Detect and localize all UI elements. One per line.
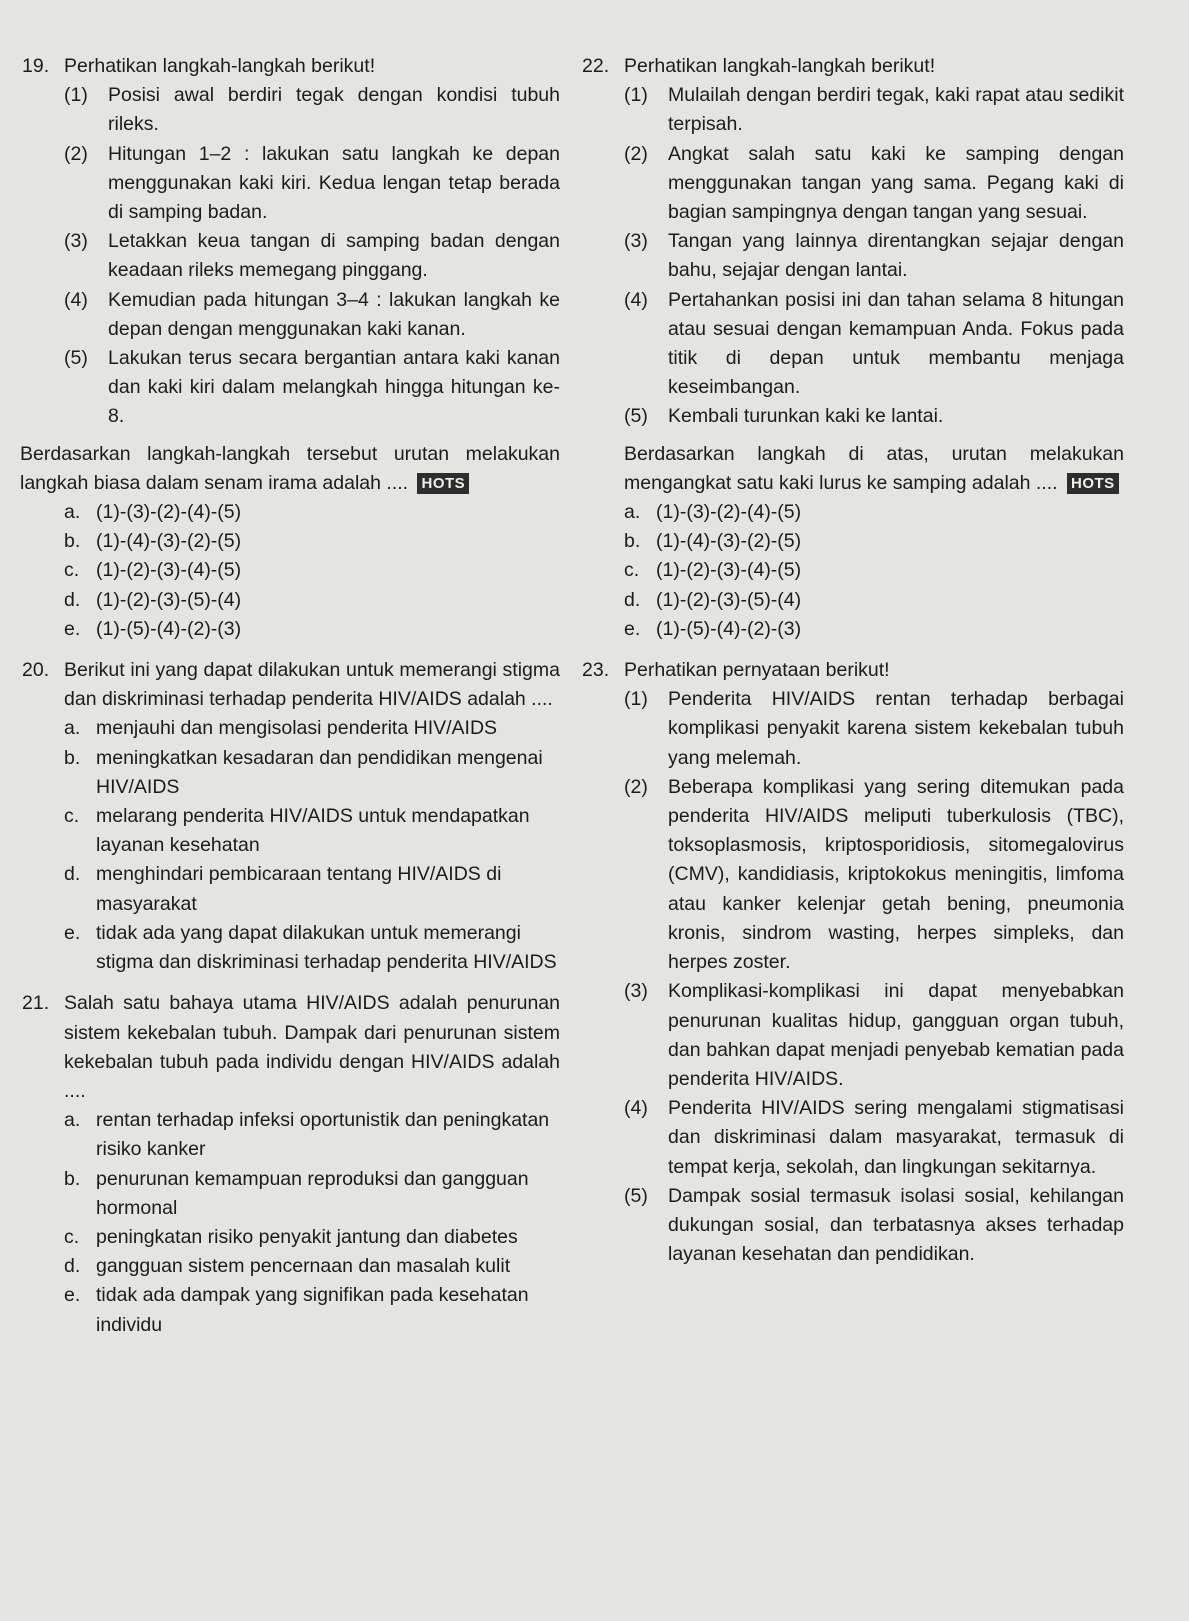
answer-option-c[interactable]: [624, 556, 1124, 585]
answer-option-d[interactable]: [64, 1252, 560, 1281]
option-letter: a.: [64, 1109, 81, 1132]
step-text: Tangan yang lainnya direntangkan sejajar dengan bahu, sejajar dengan lantai.: [668, 230, 1124, 282]
option-letter: e.: [64, 1284, 81, 1307]
answer-option-a[interactable]: [64, 714, 560, 743]
right-column: [582, 52, 1124, 1269]
answer-options: [64, 1106, 560, 1340]
option-letter: d.: [64, 863, 81, 886]
step-item: [64, 140, 560, 228]
question-20: [22, 656, 560, 977]
statement-text: Penderita HIV/AIDS rentan terhadap berbagai komplikasi penyakit karena sistem kekebalan tubuh yang melemah.: [668, 688, 1124, 769]
step-text: Posisi awal berdiri tegak dengan kondisi tubuh rileks.: [108, 84, 560, 136]
answer-option-a[interactable]: [624, 498, 1124, 527]
option-text: (1)-(2)-(3)-(5)-(4): [656, 588, 802, 611]
option-text: (1)-(5)-(4)-(2)-(3): [656, 617, 802, 640]
option-text: peningkatan risiko penyakit jantung dan diabetes: [96, 1225, 518, 1248]
question-number: 22.: [582, 55, 610, 77]
stem-text: Berdasarkan langkah di atas, urutan melakukan mengangkat satu kaki lurus ke samping adalah ....: [624, 442, 1124, 494]
statement-text: Komplikasi-komplikasi ini dapat menyebabkan penurunan kualitas hidup, gangguan organ tubuh, dan bahkan dapat menjadi penyebab kematian pada penderita HIV/AIDS.: [668, 980, 1124, 1090]
step-number: (4): [624, 288, 648, 311]
option-text: (1)-(4)-(3)-(2)-(5): [96, 530, 242, 553]
answer-option-a[interactable]: [64, 1106, 560, 1164]
option-letter: b.: [64, 1167, 81, 1190]
answer-option-d[interactable]: [64, 860, 560, 918]
question-stem: Salah satu bahaya utama HIV/AIDS adalah penurunan sistem kekebalan tubuh. Dampak dari penurunan sistem kekebalan tubuh pada individu dengan HIV/AIDS adalah ....: [64, 992, 560, 1102]
answer-option-e[interactable]: [64, 919, 560, 977]
step-number: (2): [64, 142, 88, 165]
answer-option-e[interactable]: [624, 615, 1124, 644]
answer-option-d[interactable]: [64, 586, 560, 615]
answer-option-b[interactable]: [64, 744, 560, 802]
statement-item: [624, 1182, 1124, 1270]
question-stem: Berikut ini yang dapat dilakukan untuk memerangi stigma dan diskriminasi terhadap penderita HIV/AIDS adalah ....: [64, 659, 560, 711]
option-letter: c.: [64, 805, 80, 828]
option-letter: e.: [64, 921, 81, 944]
answer-option-e[interactable]: [64, 1281, 560, 1339]
option-letter: a.: [64, 501, 81, 524]
step-number: (1): [64, 84, 88, 107]
step-item: [64, 286, 560, 344]
left-column: [22, 52, 560, 1340]
step-number: (1): [624, 84, 648, 107]
statement-number: (2): [624, 775, 648, 798]
option-text: (1)-(5)-(4)-(2)-(3): [96, 617, 242, 640]
question-19: [22, 52, 560, 644]
answer-option-c[interactable]: [64, 556, 560, 585]
step-text: Angkat salah satu kaki ke samping dengan menggunakan tangan yang sama. Pegang kaki di bagian sampingnya dengan tangan yang sesuai.: [668, 142, 1124, 224]
option-text: gangguan sistem pencernaan dan masalah kulit: [96, 1255, 511, 1278]
stem-text: Berdasarkan langkah-langkah tersebut urutan melakukan langkah biasa dalam senam irama adalah ....: [20, 442, 560, 494]
question-title: Perhatikan pernyataan berikut!: [624, 659, 890, 682]
question-number: 23.: [582, 659, 610, 682]
statement-item: [624, 1094, 1124, 1182]
answer-option-e[interactable]: [64, 615, 560, 644]
statement-text: Penderita HIV/AIDS sering mengalami stigmatisasi dan diskriminasi dalam masyarakat, termasuk di tempat kerja, sekolah, dan lingkungan sekitarnya.: [668, 1097, 1124, 1178]
question-number: 21.: [22, 992, 50, 1015]
step-number: (5): [624, 405, 648, 428]
option-letter: d.: [624, 588, 641, 611]
answer-options: [624, 498, 1124, 644]
step-item: [624, 227, 1124, 285]
answer-option-c[interactable]: [64, 802, 560, 860]
option-letter: d.: [64, 588, 81, 611]
option-text: (1)-(3)-(2)-(4)-(5): [96, 501, 242, 524]
statement-number: (1): [624, 688, 648, 711]
step-item: [624, 402, 1124, 431]
statement-number: (3): [624, 980, 648, 1003]
option-text: menjauhi dan mengisolasi penderita HIV/AIDS: [96, 717, 498, 740]
option-letter: e.: [624, 617, 641, 640]
statement-item: [624, 773, 1124, 977]
answer-option-b[interactable]: [624, 527, 1124, 556]
option-text: penurunan kemampuan reproduksi dan gangguan hormonal: [96, 1167, 529, 1219]
option-text: menghindari pembicaraan tentang HIV/AIDS di masyarakat: [96, 863, 502, 915]
option-text: (1)-(2)-(3)-(4)-(5): [96, 559, 242, 582]
question-number: 19.: [22, 55, 50, 77]
option-letter: c.: [64, 1225, 80, 1248]
answer-options: [64, 714, 560, 977]
option-letter: e.: [64, 617, 81, 640]
hots-badge: HOTS: [417, 473, 469, 494]
step-number: (4): [64, 288, 88, 311]
option-letter: a.: [624, 501, 641, 524]
answer-option-d[interactable]: [624, 586, 1124, 615]
question-stem: [20, 440, 560, 498]
statement-text: Dampak sosial termasuk isolasi sosial, kehilangan dukungan sosial, dan terbatasnya akses terhadap layanan kesehatan dan pendidikan.: [668, 1184, 1124, 1266]
answer-option-b[interactable]: [64, 1165, 560, 1223]
step-text: Kembali turunkan kaki ke lantai.: [668, 405, 944, 428]
step-text: Pertahankan posisi ini dan tahan selama 8 hitungan atau sesuai dengan kemampuan Anda. Fokus pada titik di depan untuk membantu menjaga keseimbangan.: [668, 288, 1124, 399]
option-text: tidak ada dampak yang signifikan pada kesehatan individu: [96, 1284, 529, 1336]
statement-number: (5): [624, 1184, 648, 1207]
question-title: Perhatikan langkah-langkah berikut!: [64, 55, 376, 77]
step-text: Lakukan terus secara bergantian antara kaki kanan dan kaki kiri dalam melangkah hingga hitungan ke-8.: [108, 347, 560, 428]
step-item: [624, 140, 1124, 228]
option-text: (1)-(2)-(3)-(5)-(4): [96, 588, 242, 611]
question-title: Perhatikan langkah-langkah berikut!: [624, 55, 936, 77]
step-item: [64, 227, 560, 285]
step-number: (5): [64, 347, 88, 370]
statement-text: Beberapa komplikasi yang sering ditemukan pada penderita HIV/AIDS meliputi tuberkulosis (TBC), toksoplasmosis, kriptosporidiosis, sitomegalovirus (CMV), kandidiasis, kriptokokus meningitis, limfoma atau kanker kelenjar getah bening, pneumonia kronis, sindrom wasting, herpes simpleks, dan herpes zoster.: [668, 775, 1124, 974]
step-number: (3): [64, 230, 88, 253]
step-item: [64, 81, 560, 139]
statement-number: (4): [624, 1097, 648, 1120]
statement-item: [624, 685, 1124, 773]
step-text: Letakkan keua tangan di samping badan dengan keadaan rileks memegang pinggang.: [108, 230, 560, 282]
option-text: (1)-(3)-(2)-(4)-(5): [656, 501, 802, 524]
step-number: (3): [624, 230, 648, 253]
option-text: rentan terhadap infeksi oportunistik dan peningkatan risiko kanker: [96, 1109, 550, 1161]
option-letter: c.: [64, 559, 80, 582]
option-letter: b.: [624, 530, 641, 553]
step-item: [64, 344, 560, 432]
step-item: [624, 81, 1124, 139]
step-text: Kemudian pada hitungan 3–4 : lakukan langkah ke depan dengan menggunakan kaki kanan.: [108, 288, 560, 340]
answer-options: [64, 498, 560, 644]
answer-option-c[interactable]: [64, 1223, 560, 1252]
hots-badge: HOTS: [1067, 473, 1119, 494]
option-text: meningkatkan kesadaran dan pendidikan mengenai HIV/AIDS: [96, 746, 543, 798]
question-22: [582, 52, 1124, 644]
step-number: (2): [624, 142, 648, 165]
answer-option-b[interactable]: [64, 527, 560, 556]
question-number: 20.: [22, 659, 50, 682]
step-text: Hitungan 1–2 : lakukan satu langkah ke depan menggunakan kaki kiri. Kedua lengan tetap berada di samping badan.: [108, 142, 560, 224]
question-21: [22, 989, 560, 1339]
step-text: Mulailah dengan berdiri tegak, kaki rapat atau sedikit terpisah.: [668, 84, 1124, 136]
option-letter: c.: [624, 559, 640, 582]
answer-option-a[interactable]: [64, 498, 560, 527]
option-text: (1)-(4)-(3)-(2)-(5): [656, 530, 802, 553]
option-text: melarang penderita HIV/AIDS untuk mendapatkan layanan kesehatan: [96, 805, 530, 857]
step-item: [624, 286, 1124, 403]
option-letter: d.: [64, 1255, 81, 1278]
option-letter: b.: [64, 746, 81, 769]
option-letter: a.: [64, 717, 81, 740]
question-23: [582, 656, 1124, 1269]
option-text: (1)-(2)-(3)-(4)-(5): [656, 559, 802, 582]
statement-item: [624, 977, 1124, 1094]
option-text: tidak ada yang dapat dilakukan untuk memerangi stigma dan diskriminasi terhadap penderita HIV/AIDS: [96, 921, 557, 974]
option-letter: b.: [64, 530, 81, 553]
question-stem: [624, 440, 1124, 498]
